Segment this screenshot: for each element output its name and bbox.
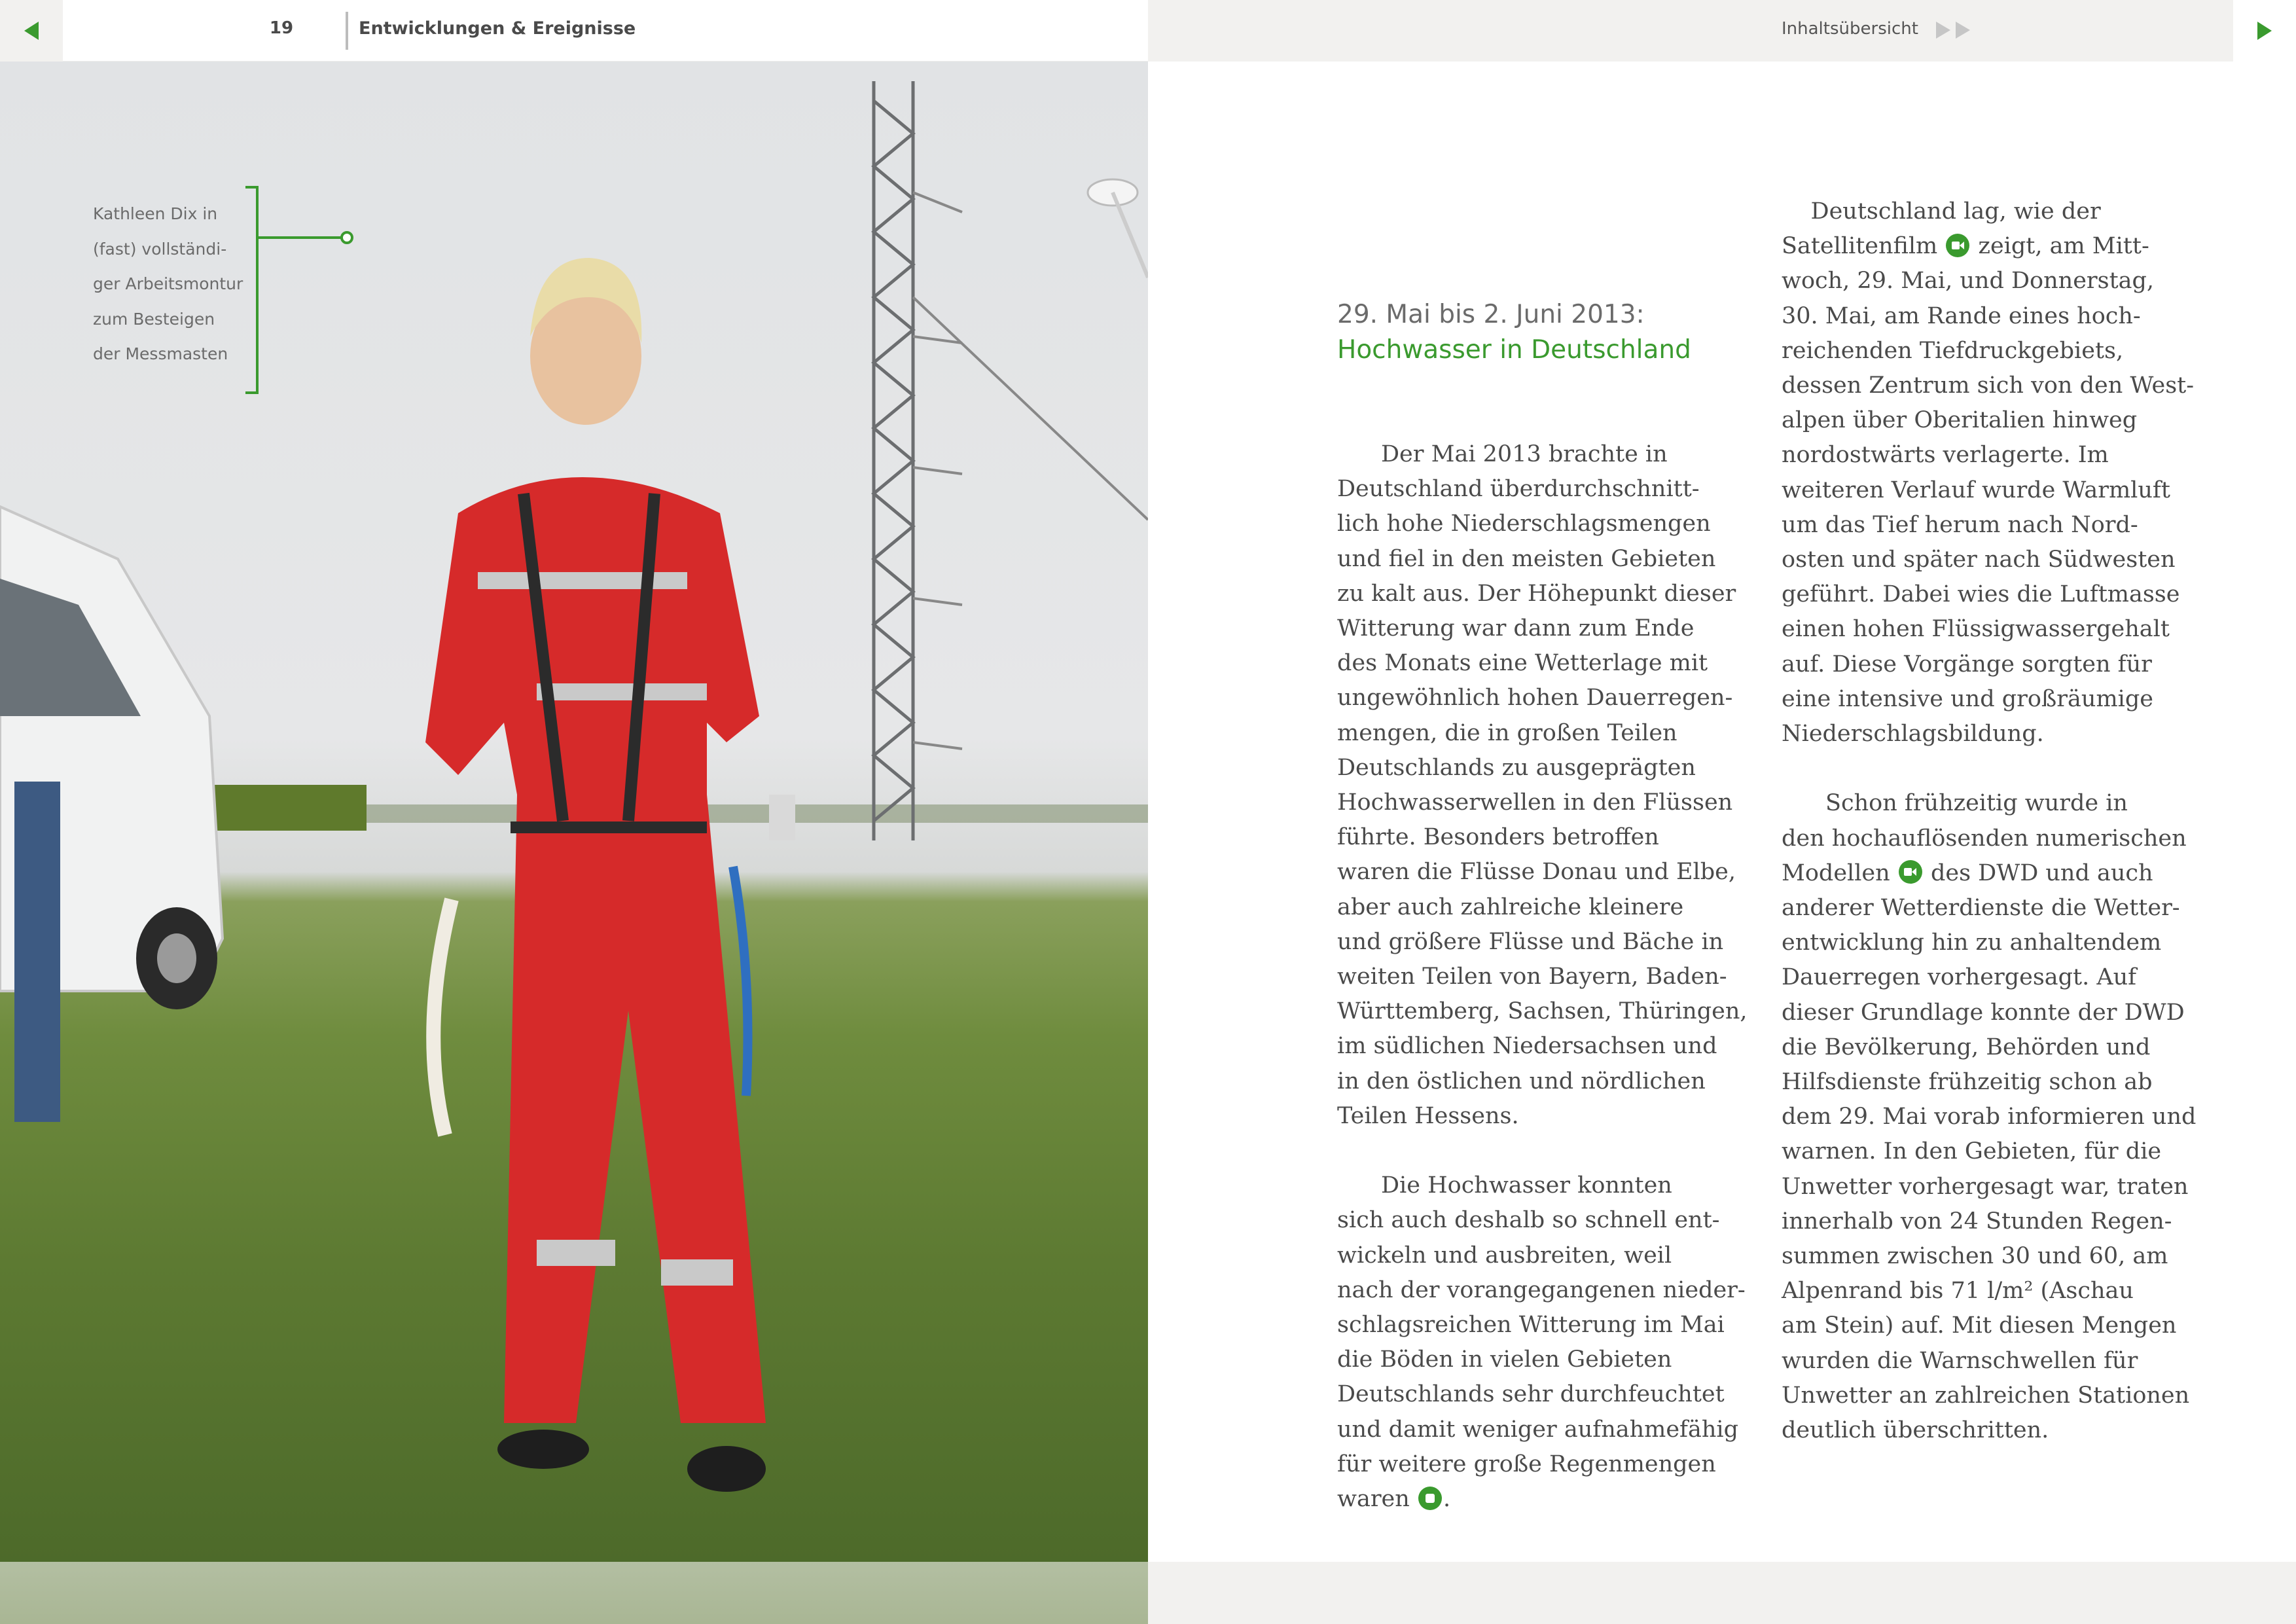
- photo-bottom-strip: [0, 1562, 1148, 1624]
- text-line: Die Hochwasser konnten: [1381, 1172, 1672, 1199]
- text-line: die Böden in vielen Gebieten: [1337, 1346, 1672, 1373]
- text-line: am Stein) auf. Mit diesen Mengen: [1782, 1312, 2177, 1339]
- text-line: Alpenrand bis 71 l/m² (Aschau: [1782, 1278, 2134, 1305]
- text-line: Deutschland lag, wie der: [1810, 198, 2101, 225]
- text-line: um das Tief herum nach Nord-: [1782, 511, 2138, 538]
- headline-date: 29. Mai bis 2. Juni 2013:: [1337, 300, 1645, 329]
- text-line: Niederschlagsbildung.: [1782, 721, 2044, 748]
- text-line: nordostwärts verlagerte. Im: [1782, 442, 2109, 469]
- text-line: Hochwasserwellen in den Flüssen: [1337, 789, 1733, 816]
- caption-line: der Messmasten: [93, 344, 228, 363]
- text-line: woch, 29. Mai, und Donnerstag,: [1782, 268, 2155, 295]
- text-line: waren die Flüsse Donau und Elbe,: [1337, 859, 1736, 886]
- text-line: für weitere große Regenmengen: [1337, 1451, 1716, 1477]
- text-line: Deutschlands zu ausgeprägten: [1337, 754, 1696, 781]
- triangle-left-icon: [24, 22, 39, 40]
- text-line: Teilen Hessens.: [1337, 1102, 1519, 1129]
- text-line: in den östlichen und nördlichen: [1337, 1068, 1706, 1094]
- text-line: osten und später nach Südwesten: [1782, 547, 2176, 573]
- text-line: einen hohen Flüssigwassergehalt: [1782, 616, 2170, 643]
- text-line: Dauerregen vorhergesagt. Auf: [1782, 964, 2137, 991]
- next-page-button[interactable]: [2233, 0, 2296, 62]
- arrow-right-icon: [1956, 22, 1970, 39]
- text-line: wickeln und ausbreiten, weil: [1337, 1242, 1672, 1269]
- section-title: Entwicklungen & Ereignisse: [359, 18, 636, 39]
- text-line: den hochauflösenden numerischen: [1782, 825, 2187, 852]
- text-line: Deutschlands sehr durchfeuchtet: [1337, 1381, 1725, 1408]
- text-line: und fiel in den meisten Gebieten: [1337, 545, 1716, 572]
- headline-title: Hochwasser in Deutschland: [1337, 335, 1691, 365]
- text-line: dessen Zentrum sich von den West-: [1782, 372, 2195, 399]
- page-number: 19: [269, 18, 294, 38]
- text-line: und größere Flüsse und Bäche in: [1337, 928, 1724, 955]
- text-line: deutlich überschritten.: [1782, 1417, 2049, 1444]
- caption-bracket: [245, 186, 259, 394]
- text-line: Der Mai 2013 brachte in: [1381, 441, 1668, 467]
- text-line: zu kalt aus. Der Höhepunkt dieser: [1337, 580, 1736, 607]
- arrow-right-icon: [1936, 22, 1950, 39]
- paragraph: [1782, 264, 2219, 751]
- text-line: weiteren Verlauf wurde Warmluft: [1782, 477, 2170, 503]
- text-line: des Monats eine Wetterlage mit: [1337, 650, 1708, 677]
- stop-media-icon[interactable]: [1418, 1487, 1442, 1510]
- text-line: wurden die Warnschwellen für: [1782, 1347, 2138, 1374]
- text-line: schlagsreichen Witterung im Mai: [1337, 1312, 1725, 1339]
- caption-pointer-dot: [340, 231, 353, 244]
- article-column-1: [1337, 437, 1769, 1517]
- text-line: dem 29. Mai vorab informieren und: [1782, 1104, 2197, 1130]
- text-line: reichenden Tiefdruckgebiets,: [1782, 337, 2124, 364]
- caption-pointer-line: [259, 236, 344, 239]
- caption-line: Kathleen Dix in: [93, 204, 218, 223]
- text-line: entwicklung hin zu anhaltendem: [1782, 929, 2162, 956]
- text-line: dieser Grundlage konnte der DWD: [1782, 999, 2185, 1026]
- text-line: und damit weniger aufnahmefähig: [1337, 1416, 1739, 1443]
- toc-arrows[interactable]: [1936, 22, 1970, 39]
- header-divider: [346, 12, 348, 50]
- text-line: 30. Mai, am Rande eines hoch-: [1782, 302, 2141, 329]
- text-line: sich auch deshalb so schnell ent-: [1337, 1207, 1720, 1234]
- text-line: waren .: [1337, 1486, 1451, 1513]
- text-line: die Bevölkerung, Behörden und: [1782, 1034, 2151, 1060]
- text-line: weiten Teilen von Bayern, Baden-: [1337, 964, 1727, 990]
- text-line: führte. Besonders betroffen: [1337, 824, 1659, 851]
- previous-page-button[interactable]: [0, 0, 63, 62]
- text-line: geführt. Dabei wies die Luftmasse: [1782, 581, 2180, 608]
- paragraph: [1782, 891, 2219, 1448]
- article-headline: [1337, 297, 1691, 368]
- video-icon[interactable]: [1946, 234, 1969, 257]
- text-line: innerhalb von 24 Stunden Regen-: [1782, 1208, 2172, 1235]
- text-line: Satellitenfilm zeigt, am Mitt-: [1782, 233, 2149, 260]
- text-line: alpen über Oberitalien hinweg: [1782, 407, 2138, 434]
- article-column-2: [1782, 194, 2219, 1448]
- text-line: eine intensive und großräumige: [1782, 685, 2153, 712]
- text-line: warnen. In den Gebieten, für die: [1782, 1138, 2162, 1165]
- text-line: Unwetter an zahlreichen Stationen: [1782, 1382, 2190, 1409]
- text-line: im südlichen Niedersachsen und: [1337, 1033, 1717, 1060]
- text-line: Hilfsdienste frühzeitig schon ab: [1782, 1069, 2153, 1096]
- text-line: anderer Wetterdienste die Wetter-: [1782, 895, 2180, 922]
- text-line: nach der vorangegangenen nieder-: [1337, 1276, 1746, 1303]
- text-line: Witterung war dann zum Ende: [1337, 615, 1695, 642]
- paragraph: [1337, 1168, 1769, 1482]
- text-line: summen zwischen 30 und 60, am: [1782, 1243, 2168, 1270]
- text-line: auf. Diese Vorgänge sorgten für: [1782, 651, 2152, 677]
- triangle-right-icon: [2257, 22, 2272, 40]
- paragraph: [1782, 786, 2219, 856]
- caption-line: zum Besteigen: [93, 309, 215, 329]
- text-line: Deutschland überdurchschnitt-: [1337, 476, 1700, 503]
- table-of-contents-link[interactable]: Inhaltsübersicht: [1782, 19, 1918, 39]
- paragraph: [1337, 437, 1769, 1134]
- text-line: aber auch zahlreiche kleinere: [1337, 893, 1684, 920]
- model-video-icon[interactable]: [1899, 860, 1922, 884]
- right-page-bottom-strip: [1148, 1562, 2296, 1624]
- text-line: mengen, die in großen Teilen: [1337, 719, 1677, 746]
- text-line: ungewöhnlich hohen Dauerregen-: [1337, 685, 1733, 712]
- text-line: lich hohe Niederschlagsmengen: [1337, 511, 1711, 537]
- caption-line: (fast) vollständi-: [93, 239, 227, 259]
- text-line: Modellen des DWD und auch: [1782, 859, 2153, 886]
- top-bar-right: [1148, 0, 2296, 62]
- photo-caption: [93, 196, 257, 372]
- text-line: Schon frühzeitig wurde in: [1825, 790, 2128, 817]
- caption-line: ger Arbeitsmontur: [93, 274, 243, 293]
- text-line: Unwetter vorhergesagt war, traten: [1782, 1173, 2189, 1200]
- text-line: Württemberg, Sachsen, Thüringen,: [1337, 998, 1748, 1025]
